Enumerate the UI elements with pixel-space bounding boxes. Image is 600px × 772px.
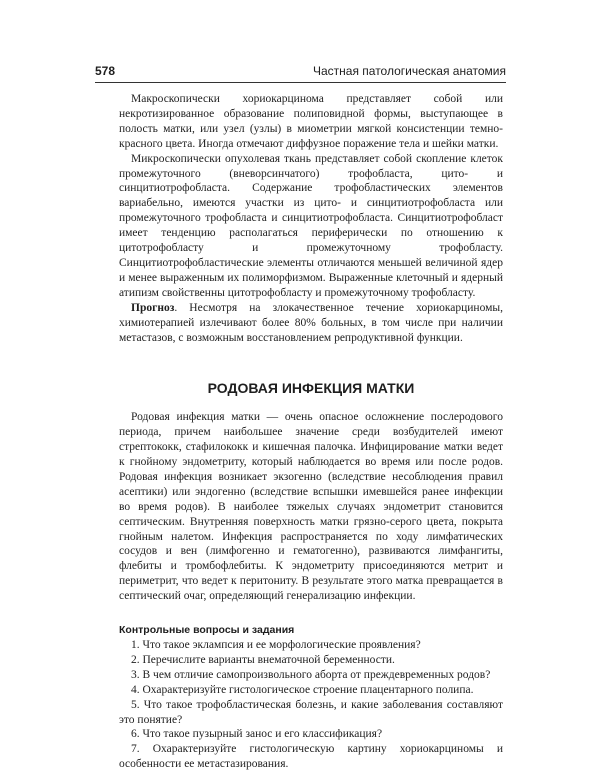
paragraph-microscopic: Микроскопически опухолевая ткань представляет собой скопление клеток промежуточного (вневорсинчатого) трофобласта, цито- и синцитиотрофобласта. Содержание трофобластических элементов вариабельно, имеются участки из цито- и синцитиотрофобласта или промежуточного трофобласта и синцитиотрофобласта. Синцитиотрофобласт имеет тенденцию располагаться периферически по отношению к цитотрофобласту и промежуточному трофобласту. Синцитиотрофобластические элементы отличаются меньшей величиной ядер и менее выраженным их полиморфизмом. Выраженные клеточный и ядерный атипизм свойственны цитотрофобласту и промежуточному трофобласту. [119,152,503,299]
questions-heading: Контрольные вопросы и задания [119,624,295,637]
running-header [95,64,506,78]
running-title: Частная патологическая анатомия [312,64,506,78]
prognosis-label: Прогноз [131,301,175,314]
question-item: 2. Перечислите варианты внематочной беременности. [131,653,395,666]
page-number: 578 [95,64,116,78]
paragraph-prognosis [119,301,503,346]
question-item: 5. Что такое трофобластическая болезнь, и какие заболевания составляют это понятие? [119,698,503,726]
question-item: 6. Что такое пузырный занос и его классификация? [131,728,383,741]
paragraph-macroscopic: Макроскопически хориокарцинома представляет собой или некротизированное образование полиповидной формы, выступающее в полость матки, или узел (узлы) в миометрии мягкой консистенции темно-красного цвета. Иногда отмечают диффузное поражение тела и шейки матки. [119,93,503,150]
header-rule [95,82,506,83]
question-item: 7. Охарактеризуйте гистологическую картину хориокарциномы и особенности ее метастазирования. [119,743,503,771]
question-item: 4. Охарактеризуйте гистологическое строение плацентарного полипа. [131,683,474,696]
questions-list [119,638,503,772]
page-body [119,92,503,772]
question-item: 1. Что такое эклампсия и ее морфологические проявления? [131,639,421,651]
section-title: РОДОВАЯ ИНФЕКЦИЯ МАТКИ [207,380,415,397]
paragraph-birth-infection: Родовая инфекция матки — очень опасное осложнение послеродового периода, причем наибольшее значение среди возбудителей имеют стрептококк, стафилококк и кишечная палочка. Инфицирование матки ведет к гнойному эндометриту, который наблюдается во время или после родов. Родовая инфекция возникает экзогенно (вследствие несоблюдения правил асептики) или эндогенно (вследствие вспышки имевшейся ранее инфекции во время родов). В наиболее тяжелых случаях эндометрит становится септическим. Внутренняя поверхность матки грязно-серого цвета, покрыта гнойным налетом. Инфекция распространяется по ходу лимфатических сосудов и вен (лимфогенно и гематогенно), развиваются лимфангиты, флебиты и тромбофлебиты. К эндометриту присоединяются метрит и периметрит, что ведет к перитониту. В результате этого матка превращается в септический очаг, определяющий генерализацию инфекции. [119,411,503,603]
question-item: 3. В чем отличие самопроизвольного аборта от преждевременных родов? [131,668,491,681]
prognosis-text: . Несмотря на злокачественное течение хориокарциномы, химиотерапией излечивают более 80% больных, в том числе при наличии метастазов, с возможным восстановлением репродуктивной функции. [119,301,503,344]
